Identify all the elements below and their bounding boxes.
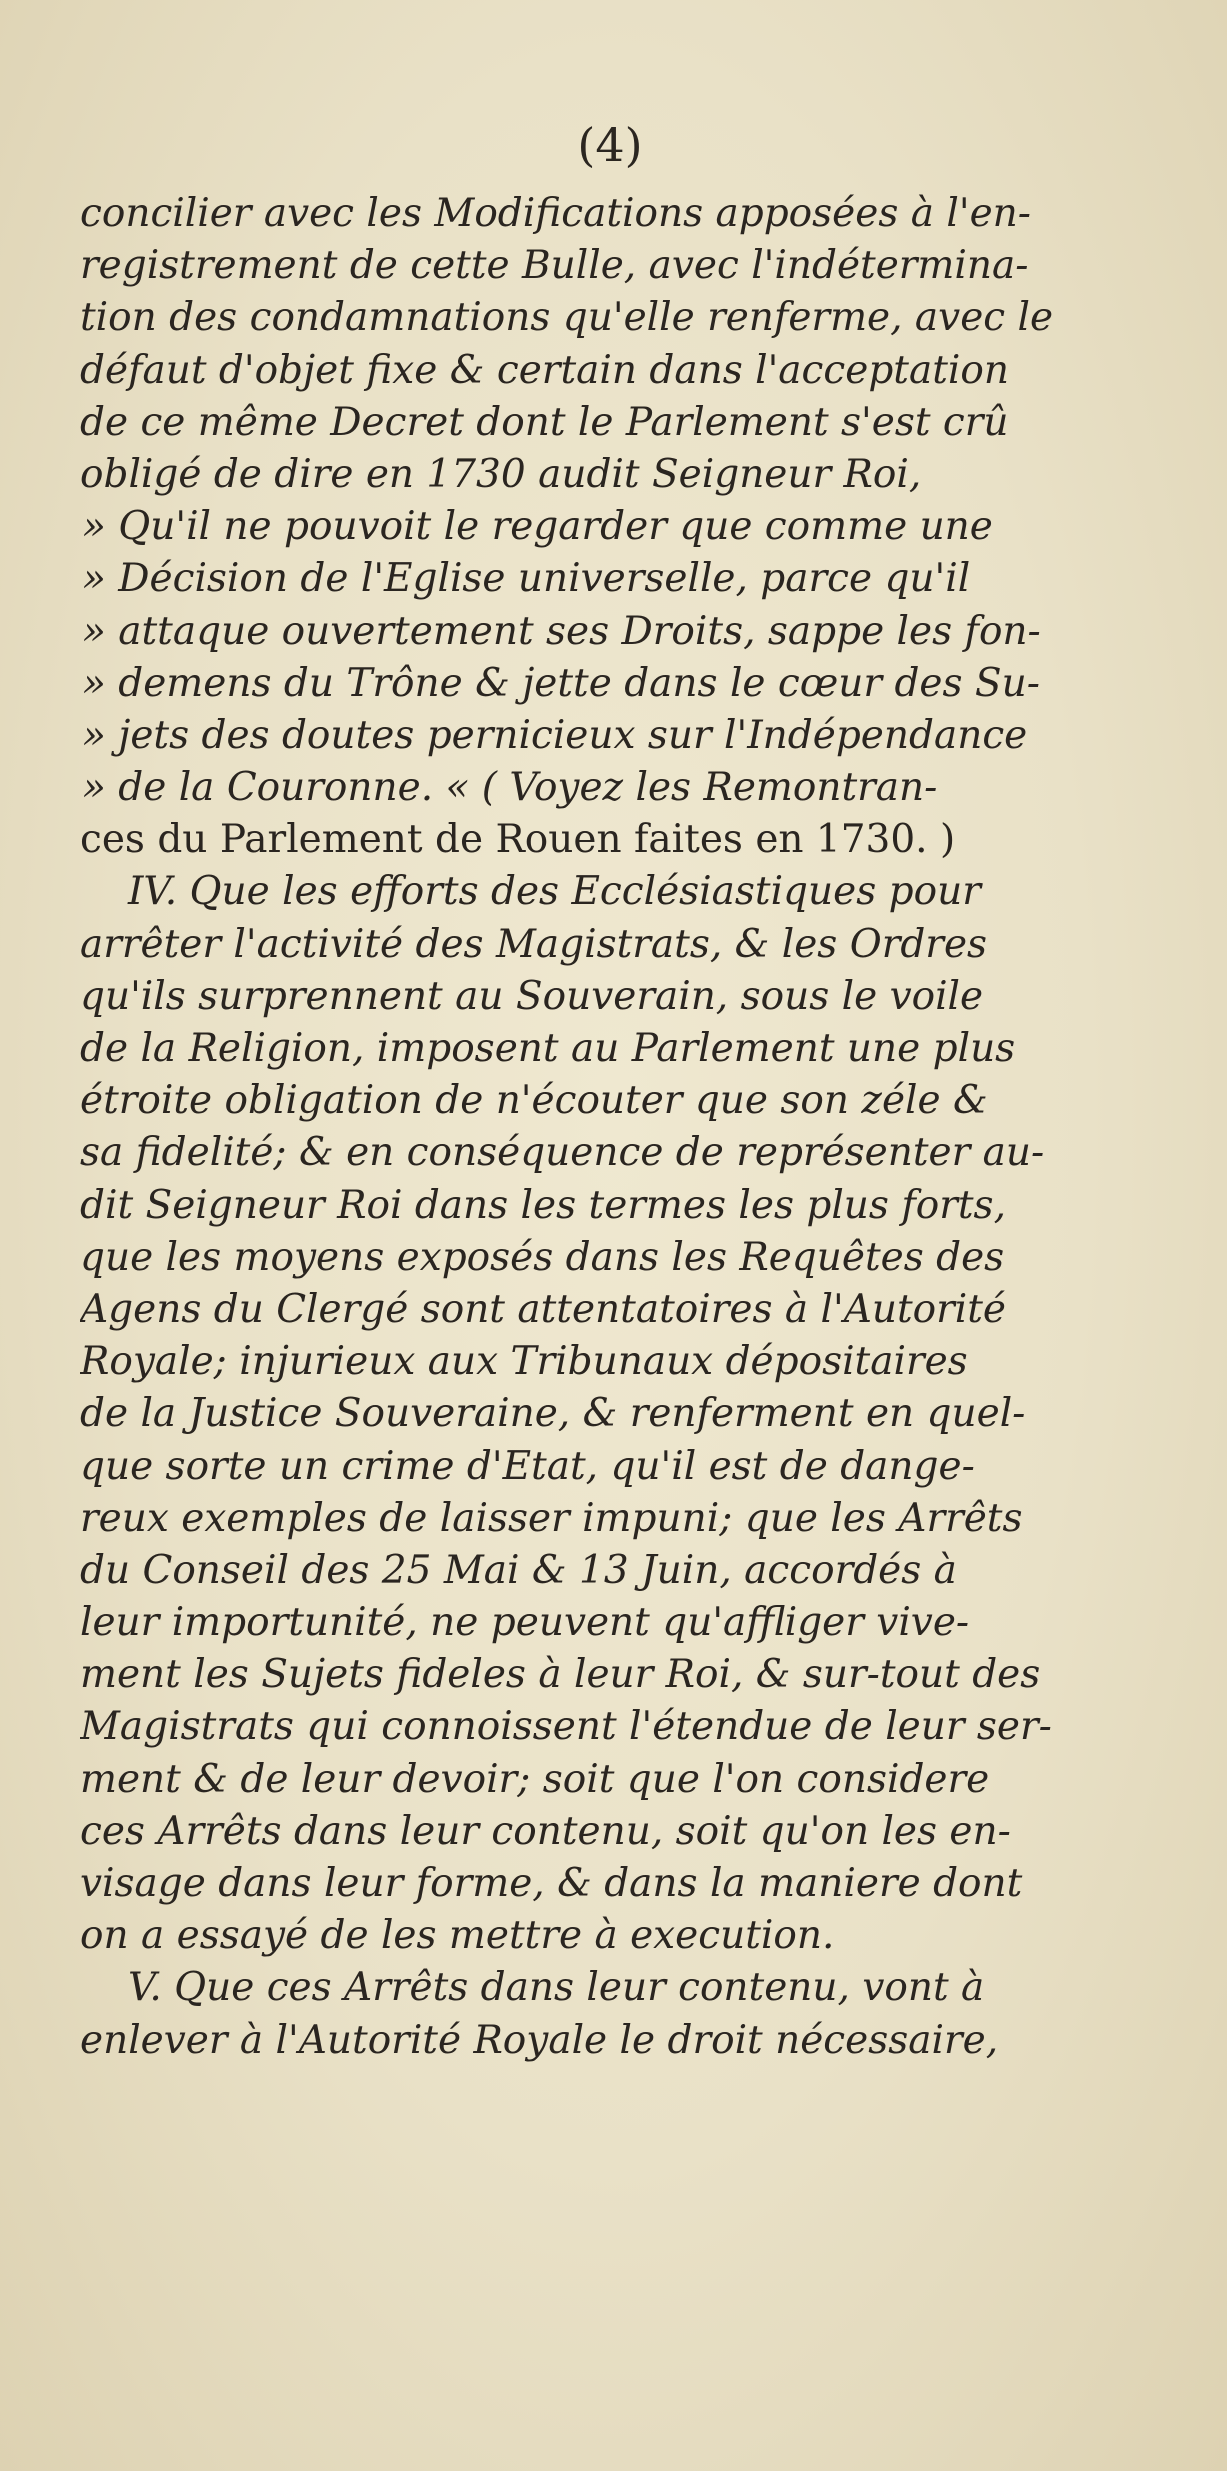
text-line: » demens du Trône & jette dans le cœur des Su- (82, 660, 1040, 706)
text-line: registrement de cette Bulle, avec l'indétermina- (80, 243, 1029, 289)
text-line: » de la Couronne. « ( Voyez les Remontran- (82, 765, 938, 811)
text-line: enlever à l'Autorité Royale le droit nécessaire, (80, 2017, 999, 2063)
text-line: obligé de dire en 1730 audit Seigneur Roi, (80, 451, 922, 497)
text-line: » Décision de l'Eglise universelle, parce qu'il (82, 556, 971, 602)
text-line: étroite obligation de n'écouter que son zéle & (80, 1078, 988, 1124)
text-line: ces du Parlement de Rouen faites en 1730. ) (80, 817, 956, 863)
text-line: reux exemples de laisser impuni; que les Arrêts (80, 1495, 1023, 1541)
text-line: de la Religion, imposent au Parlement une plus (80, 1026, 1016, 1071)
text-line: tion des condamnations qu'elle renferme, avec le (80, 295, 1054, 341)
text-line: du Conseil des 25 Mai & 13 Juin, accordés à (80, 1547, 957, 1593)
body-text (80, 188, 1190, 2067)
text-line: que sorte un crime d'Etat, qu'il est de dange- (80, 1443, 975, 1489)
text-line: » jets des doutes pernicieux sur l'Indépendance (82, 712, 1028, 758)
text-line: concilier avec les Modifications apposées à l'en- (80, 191, 1031, 236)
page-number: (4) (577, 118, 643, 172)
text-line: IV. Que les efforts des Ecclésiastiques pour (128, 869, 981, 915)
text-line: ment & de leur devoir; soit que l'on considere (80, 1756, 990, 1802)
text-line: on a essayé de les mettre à execution. (80, 1913, 835, 1959)
text-line: sa fidelité; & en conséquence de représenter au- (80, 1130, 1045, 1176)
text-line: Magistrats qui connoissent l'étendue de leur ser- (80, 1704, 1052, 1750)
text-line: ment les Sujets fideles à leur Roi, & sur-tout des (80, 1652, 1041, 1698)
text-line: qu'ils surprennent au Souverain, sous le voile (80, 973, 984, 1019)
text-line: dit Seigneur Roi dans les termes les plus forts, (80, 1182, 1006, 1228)
text-line: défaut d'objet fixe & certain dans l'acceptation (80, 347, 1009, 393)
text-line: » attaque ouvertement ses Droits, sappe les fon- (82, 608, 1041, 654)
text-line: de la Justice Souveraine, & renferment en quel- (80, 1391, 1026, 1437)
text-line: arrêter l'activité des Magistrats, & les Ordres (80, 921, 988, 967)
text-line: V. Que ces Arrêts dans leur contenu, vont à (128, 1965, 985, 2011)
text-line: Royale; injurieux aux Tribunaux dépositaires (80, 1339, 968, 1385)
text-line: visage dans leur forme, & dans la maniere dont (80, 1861, 1023, 1906)
text-line: ces Arrêts dans leur contenu, soit qu'on les en- (80, 1808, 1011, 1854)
text-line: Agens du Clergé sont attentatoires à l'Autorité (80, 1286, 1007, 1332)
text-line: leur importunité, ne peuvent qu'affliger vive- (80, 1600, 970, 1646)
text-line: que les moyens exposés dans les Requêtes des (80, 1234, 1005, 1280)
text-line: » Qu'il ne pouvoit le regarder que comme une (82, 504, 993, 550)
text-line: de ce même Decret dont le Parlement s'est crû (80, 399, 1009, 445)
